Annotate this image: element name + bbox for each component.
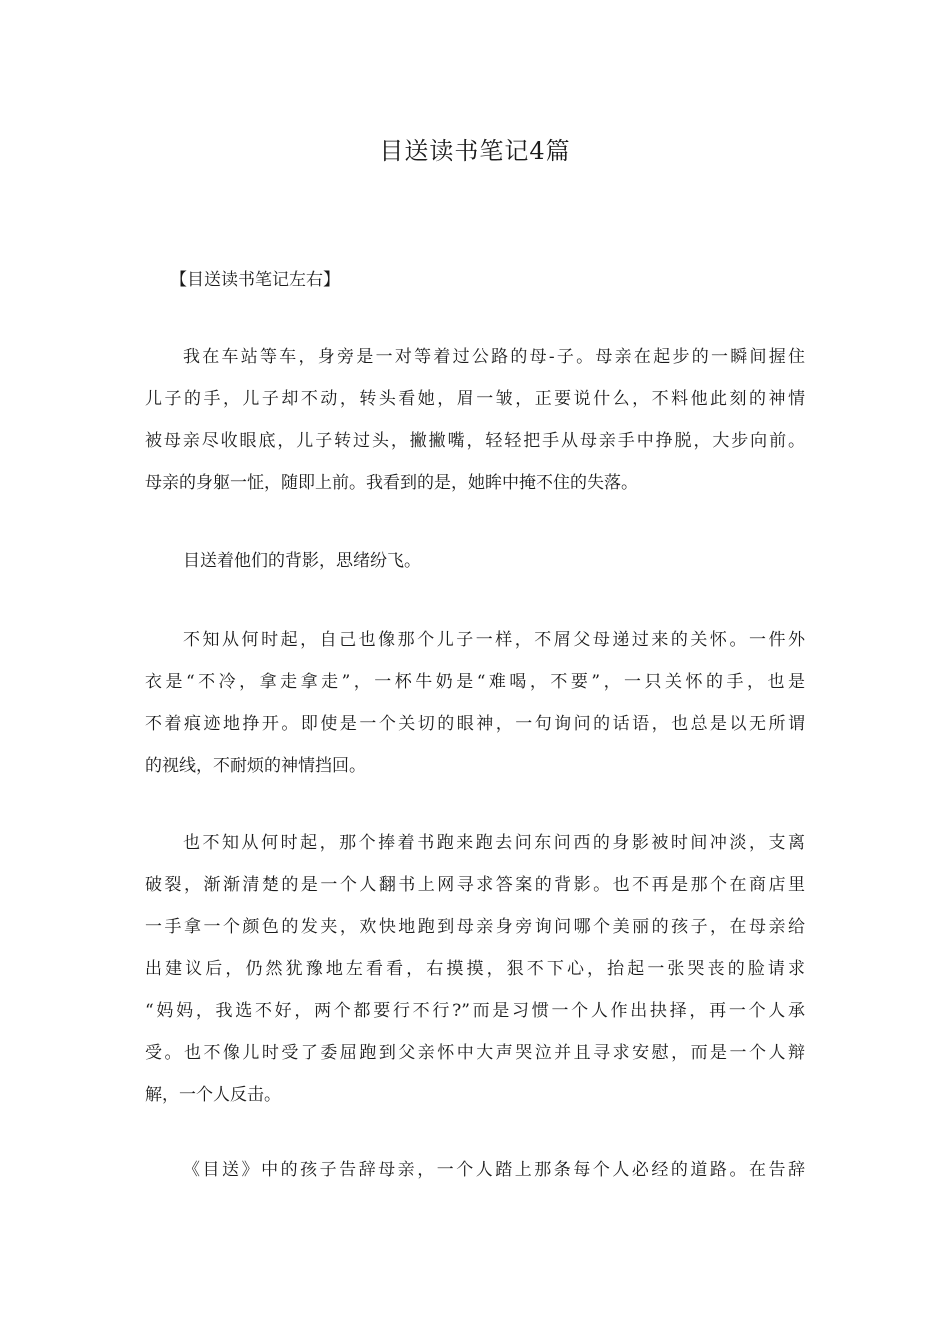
paragraph [145, 342, 805, 510]
paragraph [145, 828, 805, 1122]
paragraph-line: 解，一个人反击。 [145, 1085, 281, 1105]
paragraph-line: 出建议后，仍然犹豫地左看看，右摸摸，狠不下心，抬起一张哭丧的脸请求 [145, 959, 805, 979]
paragraph-line: 衣是“不冷，拿走拿走”，一杯牛奶是“难喝，不要”，一只关怀的手，也是 [145, 672, 805, 692]
document-title: 目送读书笔记4篇 [379, 137, 571, 165]
paragraph [145, 1155, 805, 1197]
paragraph [145, 546, 805, 588]
paragraph-line: 不知从何时起，自己也像那个儿子一样，不屑父母递过来的关怀。一件外 [183, 630, 805, 650]
paragraph-line: 的视线，不耐烦的神情挡回。 [145, 756, 366, 776]
paragraph-line: 也不知从何时起，那个捧着书跑来跑去问东问西的身影被时间冲淡，支离 [183, 833, 805, 853]
paragraph-line: 母亲的身躯一怔，随即上前。我看到的是，她眸中掩不住的失落。 [145, 473, 638, 493]
paragraph-line: 破裂，渐渐清楚的是一个人翻书上网寻求答案的背影。也不再是那个在商店里 [145, 875, 805, 895]
paragraph-line: 《目送》中的孩子告辞母亲，一个人踏上那条每个人必经的道路。在告辞 [183, 1160, 805, 1180]
paragraph-line: 目送着他们的背影，思绪纷飞。 [183, 551, 421, 571]
paragraph-line: 被母亲尽收眼底，儿子转过头，撇撇嘴，轻轻把手从母亲手中挣脱，大步向前。 [145, 431, 805, 451]
section-heading: 【目送读书笔记左右】 [170, 270, 340, 290]
paragraph-line: 我在车站等车，身旁是一对等着过公路的母-子。母亲在起步的一瞬间握住 [183, 347, 805, 367]
paragraph-line: 不着痕迹地挣开。即使是一个关切的眼神，一句询问的话语，也总是以无所谓 [145, 714, 805, 734]
paragraph [145, 625, 805, 793]
paragraph-line: 受。也不像儿时受了委屈跑到父亲怀中大声哭泣并且寻求安慰，而是一个人辩 [145, 1043, 805, 1063]
paragraph-line: “妈妈，我选不好，两个都要行不行?”而是习惯一个人作出抉择，再一个人承 [145, 1001, 805, 1021]
paragraph-line: 一手拿一个颜色的发夹，欢快地跑到母亲身旁询问哪个美丽的孩子，在母亲给 [145, 917, 805, 937]
paragraph-line: 儿子的手，儿子却不动，转头看她，眉一皱，正要说什么，不料他此刻的神情 [145, 389, 805, 409]
